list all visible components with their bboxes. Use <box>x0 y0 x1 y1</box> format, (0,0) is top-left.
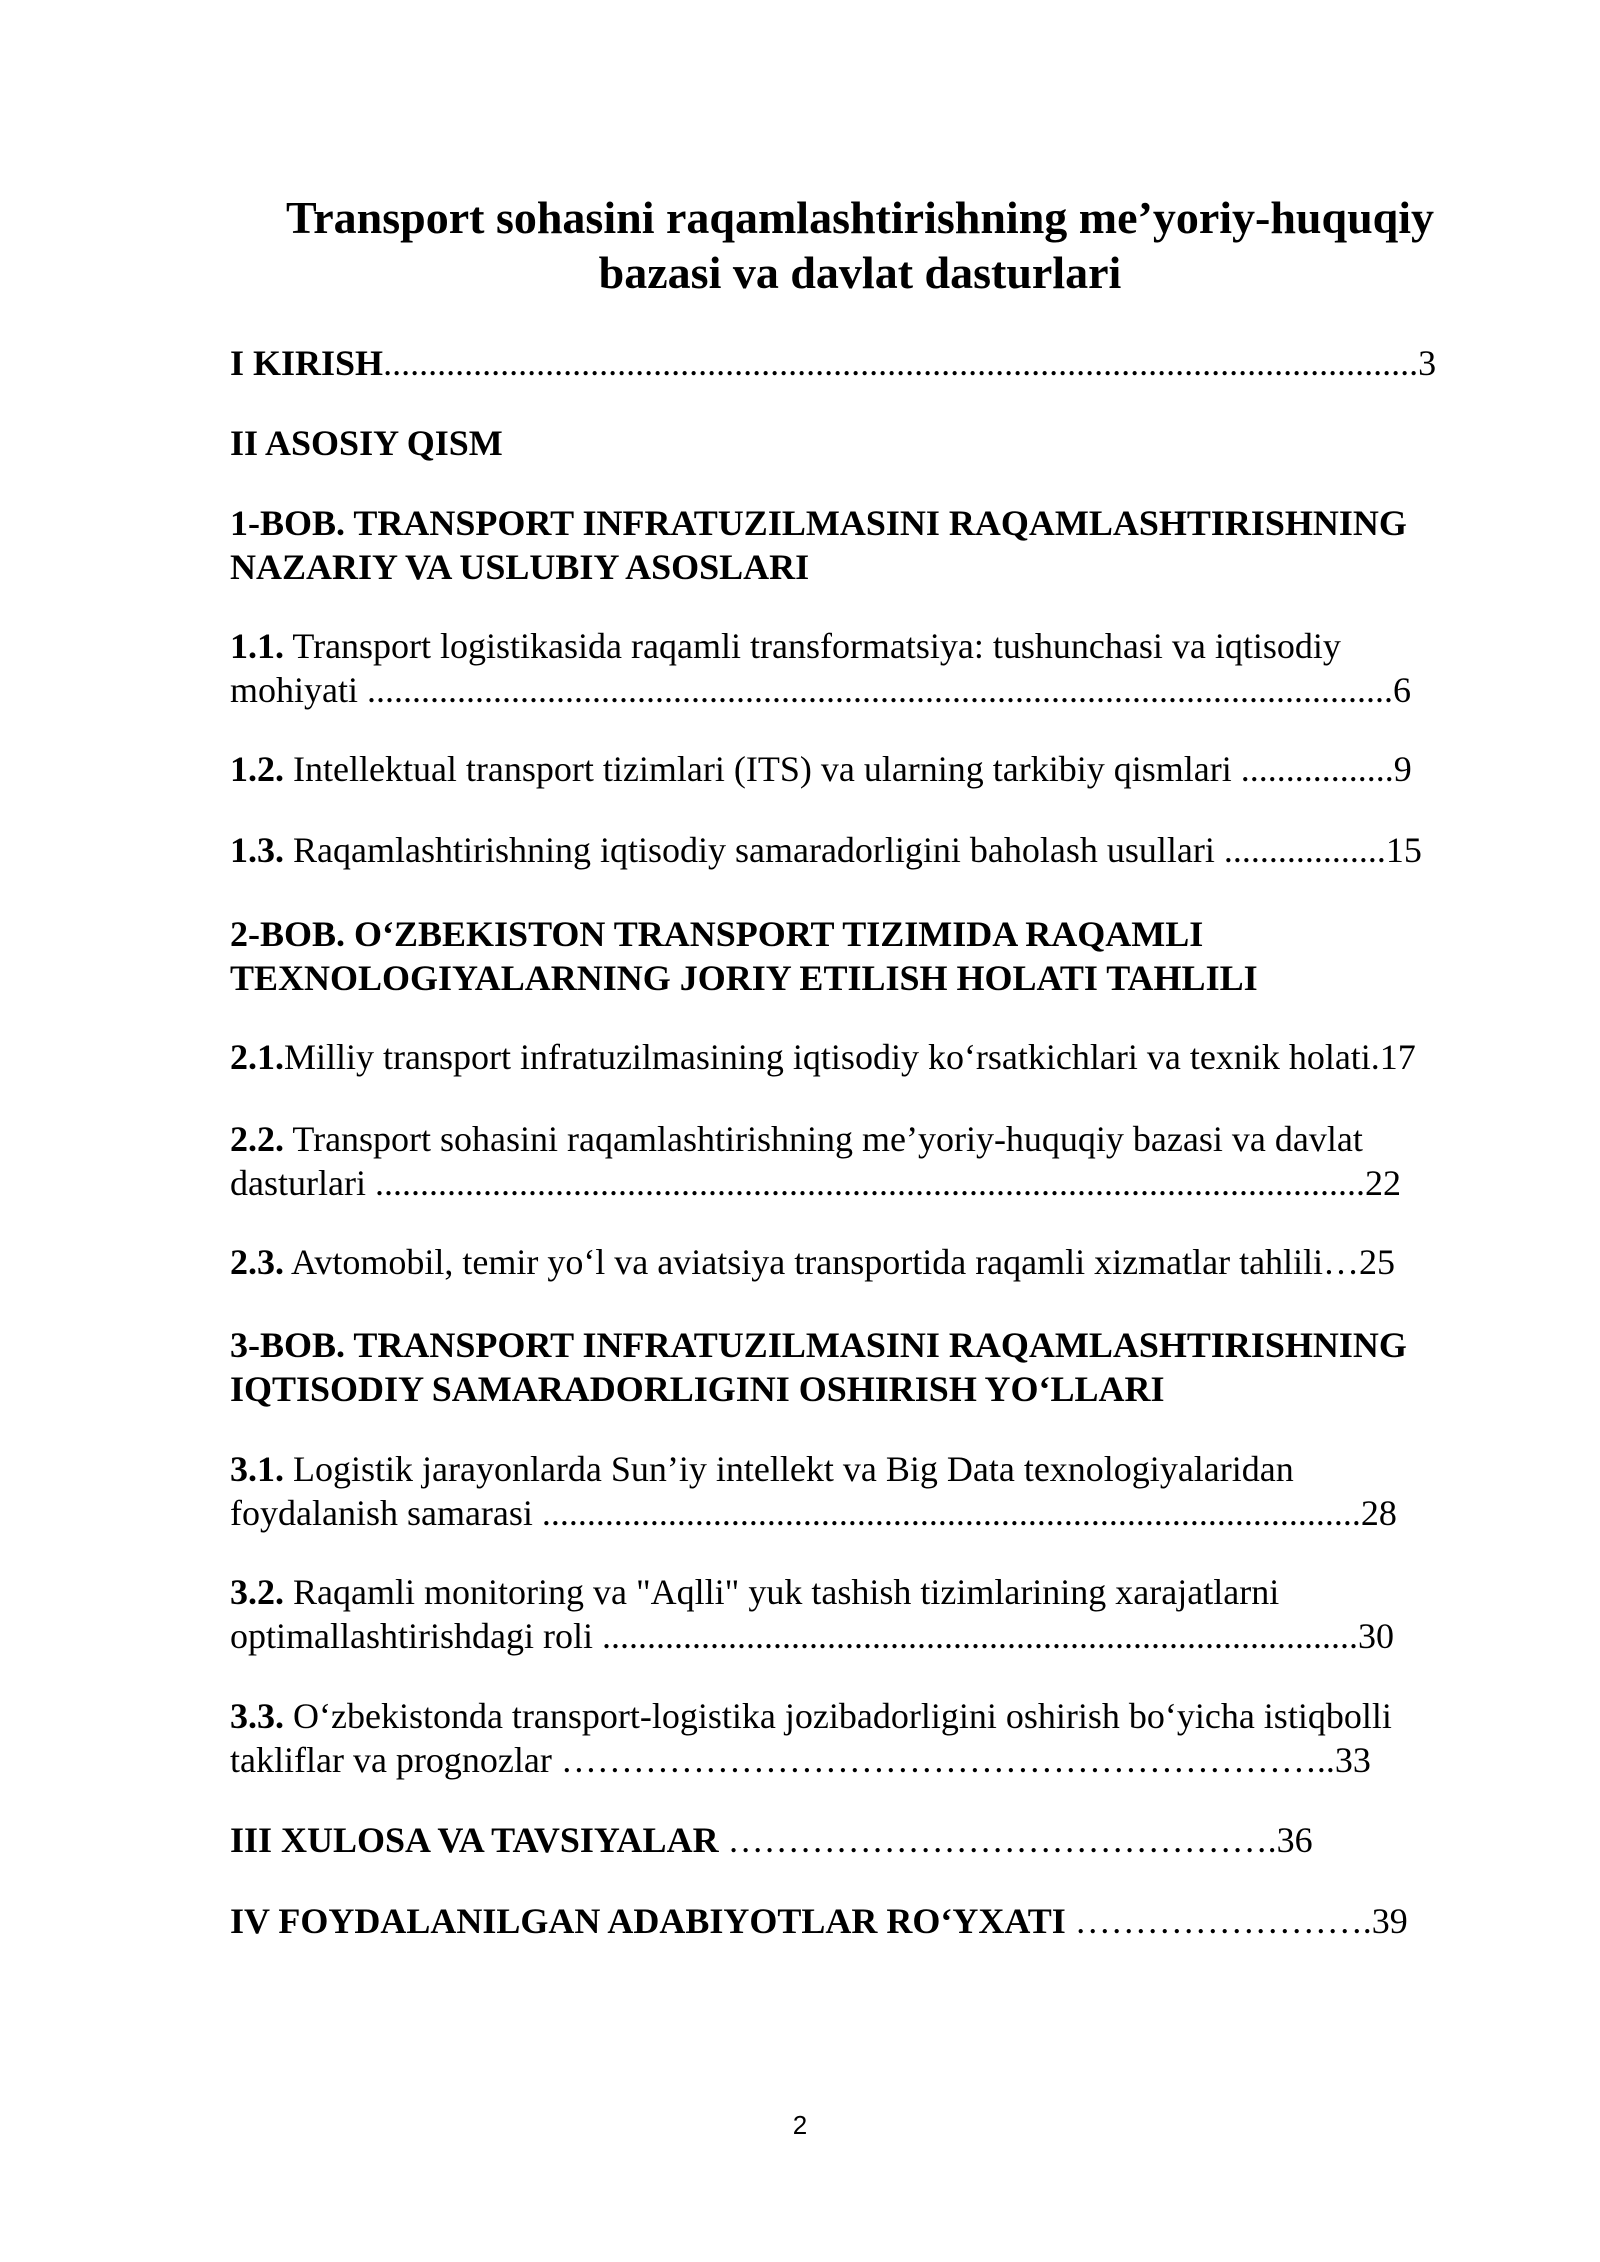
section-line-1: Transport sohasini raqamlashtirishning me’yoriy-huquqiy bazasi va davlat <box>284 1119 1363 1159</box>
toc-label: III XULOSA VA TAVSIYALAR <box>230 1820 719 1860</box>
toc-leader-and-page: …………………….39 <box>1065 1901 1408 1941</box>
toc-label: I KIRISH <box>230 343 384 383</box>
chapter-line-2: NAZARIY VA USLUBIY ASOSLARI <box>230 547 810 587</box>
section-line-1: O‘zbekistonda transport-logistika jozibadorligini oshirish bo‘yicha istiqbolli <box>284 1696 1392 1736</box>
toc-leader-and-page: ……………………………………….36 <box>718 1820 1313 1860</box>
chapter-line-2: IQTISODIY SAMARADORLIGINI OSHIRISH YO‘LLARI <box>230 1369 1165 1409</box>
toc-section-1-3 <box>230 828 1422 872</box>
section-line-2: mohiyati ..................................................................................................................6 <box>230 670 1411 710</box>
section-number: 1.2. <box>230 749 284 789</box>
chapter-line-1: 3-BOB. TRANSPORT INFRATUZILMASINI RAQAMLASHTIRISHNING <box>230 1325 1407 1365</box>
page-number: 2 <box>792 2110 808 2140</box>
section-line-2: dasturlari ..............................................................................................................22 <box>230 1163 1401 1203</box>
section-line-2: takliflar va prognozlar ………………………………………………………..33 <box>230 1740 1371 1780</box>
section-number: 2.2. <box>230 1119 284 1159</box>
toc-section-1-2 <box>230 747 1412 791</box>
toc-section-3-2 <box>230 1570 1394 1658</box>
section-number: 2.1. <box>230 1037 284 1077</box>
section-text: Raqamlashtirishning iqtisodiy samaradorligini baholash usullari ..................15 <box>284 830 1422 870</box>
toc-section-1-1 <box>230 624 1411 712</box>
document-title <box>200 190 1520 300</box>
toc-leader-dots: ................................................................................................................... <box>383 343 1419 383</box>
section-number: 2.3. <box>230 1242 284 1282</box>
toc-section-2-1 <box>230 1035 1416 1079</box>
section-line-1: Logistik jarayonlarda Sun’iy intellekt va Big Data texnologiyalaridan <box>284 1449 1294 1489</box>
toc-chapter-1 <box>230 501 1407 589</box>
title-line-1: Transport sohasini raqamlashtirishning me’yoriy-huquqiy <box>285 192 1435 243</box>
toc-entry-xulosa <box>230 1818 1313 1862</box>
toc-chapter-3 <box>230 1323 1407 1411</box>
section-number: 3.2. <box>230 1572 284 1612</box>
chapter-line-1: 2-BOB. O‘ZBEKISTON TRANSPORT TIZIMIDA RAQAMLI <box>230 914 1204 954</box>
toc-section-2-3 <box>230 1240 1395 1284</box>
section-text: Milliy transport infratuzilmasining iqtisodiy ko‘rsatkichlari va texnik holati.17 <box>284 1037 1416 1077</box>
section-line-2: optimallashtirishdagi roli ....................................................................................30 <box>230 1616 1394 1656</box>
section-number: 1.1. <box>230 626 284 666</box>
section-line-1: Raqamli monitoring va "Aqlli" yuk tashish tizimlarining xarajatlarni <box>284 1572 1280 1612</box>
section-number: 3.1. <box>230 1449 284 1489</box>
section-text: Avtomobil, temir yo‘l va aviatsiya transportida raqamli xizmatlar tahlili…25 <box>284 1242 1396 1282</box>
chapter-line-1: 1-BOB. TRANSPORT INFRATUZILMASINI RAQAMLASHTIRISHNING <box>230 503 1407 543</box>
toc-section-3-3 <box>230 1694 1392 1782</box>
toc-section-3-1 <box>230 1447 1397 1535</box>
toc-entry-kirish <box>230 341 1436 385</box>
section-line-2: foydalanish samarasi ...........................................................................................28 <box>230 1493 1397 1533</box>
section-line-1: Transport logistikasida raqamli transformatsiya: tushunchasi va iqtisodiy <box>284 626 1341 666</box>
chapter-line-2: TEXNOLOGIYALARNING JORIY ETILISH HOLATI TAHLILI <box>230 958 1258 998</box>
toc-section-2-2 <box>230 1117 1401 1205</box>
section-number: 3.3. <box>230 1696 284 1736</box>
toc-page: 3 <box>1418 343 1437 383</box>
toc-chapter-2 <box>230 912 1258 1000</box>
section-text: Intellektual transport tizimlari (ITS) va ularning tarkibiy qismlari .................9 <box>284 749 1412 789</box>
toc-entry-adabiyotlar <box>230 1899 1408 1943</box>
toc-entry-asosiy-qism: II ASOSIY QISM <box>230 423 503 463</box>
section-number: 1.3. <box>230 830 284 870</box>
toc-label: IV FOYDALANILGAN ADABIYOTLAR RO‘YXATI <box>230 1901 1066 1941</box>
title-line-2: bazasi va davlat dasturlari <box>598 247 1122 298</box>
